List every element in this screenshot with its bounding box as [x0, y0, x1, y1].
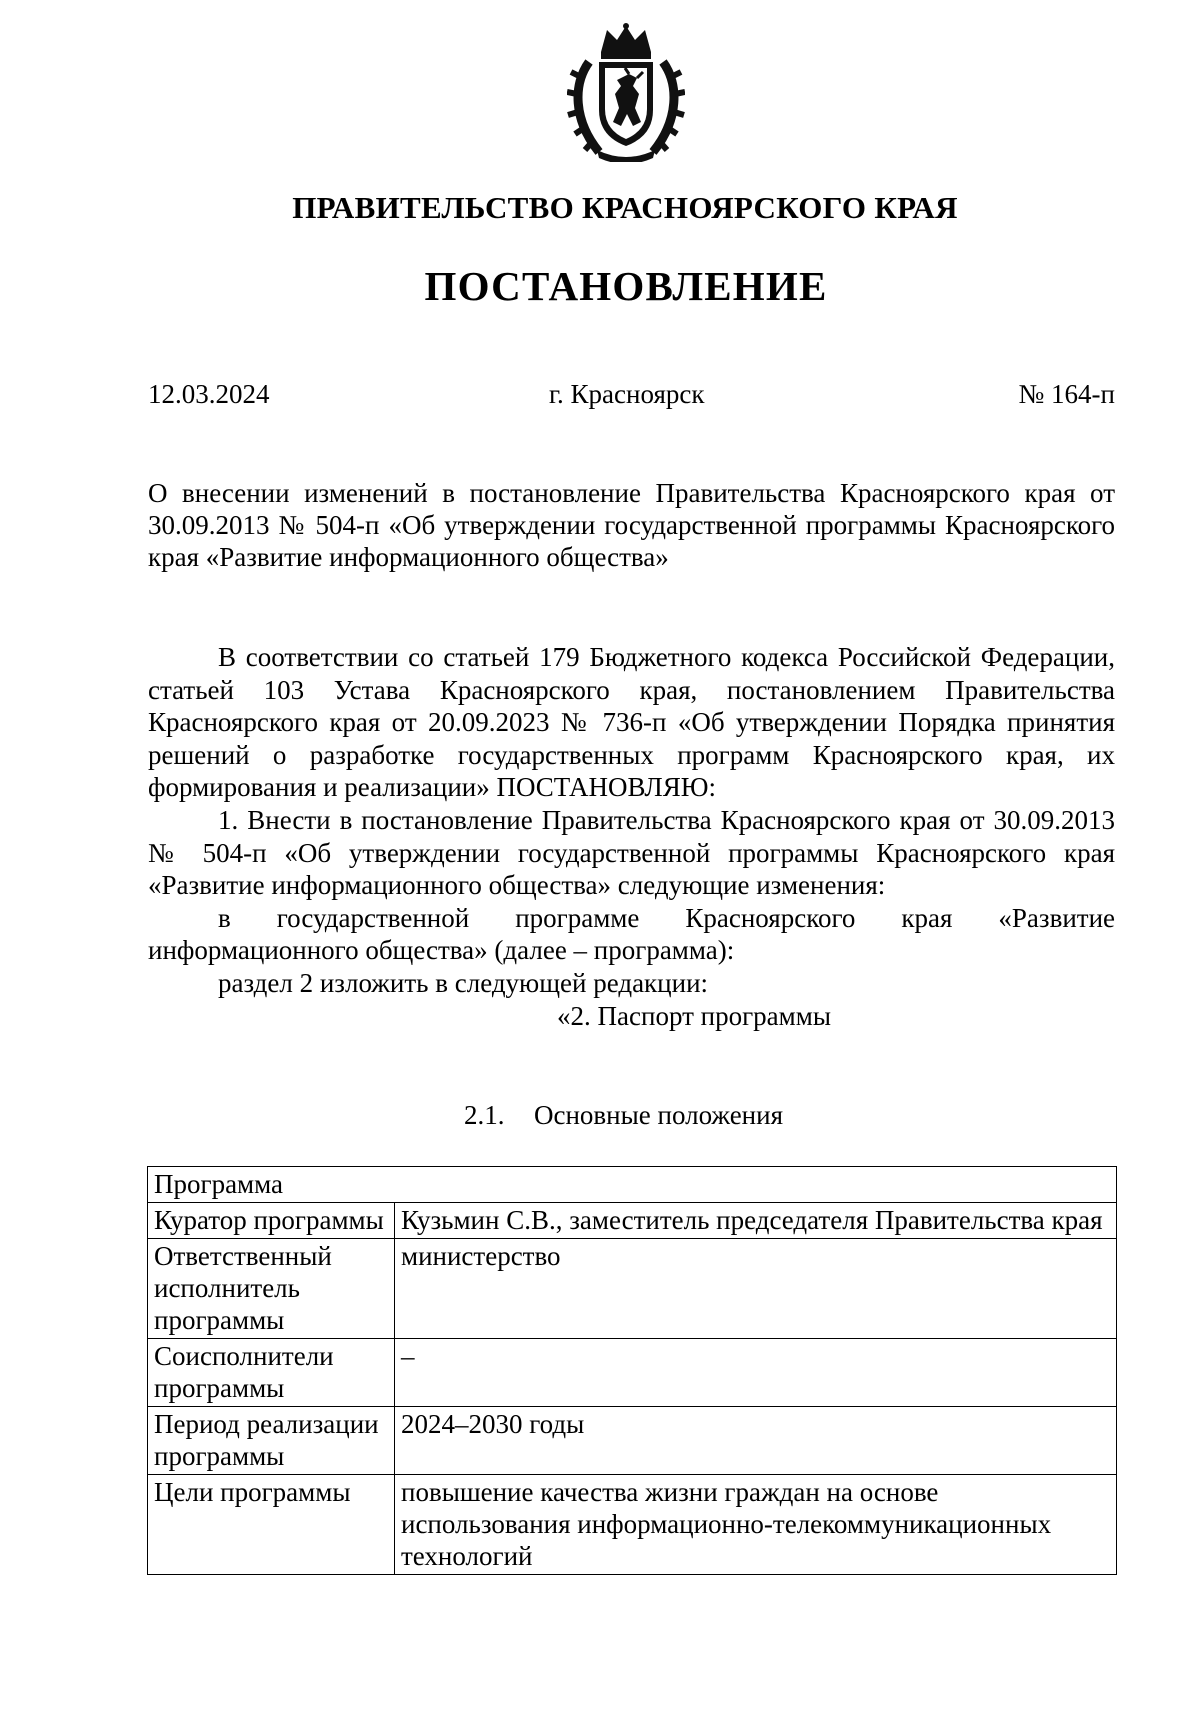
document-city: г. Красноярск — [549, 379, 705, 409]
table-value-cell: министерство — [395, 1239, 1117, 1339]
section-number: 2.1. — [464, 1100, 505, 1130]
table-label-cell: Куратор программы — [148, 1203, 395, 1239]
table-row — [148, 1339, 1117, 1407]
table-header-row — [148, 1167, 1117, 1203]
section-title — [464, 1100, 783, 1131]
document-date: 12.03.2024 — [148, 379, 270, 409]
table-label-cell: Цели программы — [148, 1475, 395, 1575]
table-value-cell: – — [395, 1339, 1117, 1407]
table-value-cell: Кузьмин С.В., заместитель председателя Правительства края — [395, 1203, 1117, 1239]
section-title-text: Основные положения — [534, 1100, 783, 1130]
document-body — [148, 641, 1115, 1032]
body-paragraph: 1. Внести в постановление Правительства Красноярского края от 30.09.2013 № 504-п «Об утверждении государственной программы Красноярского края «Развитие информационного общества» следующие изменения: — [148, 804, 1115, 901]
document-type-title: ПОСТАНОВЛЕНИЕ — [424, 263, 828, 309]
document-number: № 164-п — [1018, 379, 1115, 409]
table-label-cell: Соисполнители программы — [148, 1339, 395, 1407]
table-row — [148, 1239, 1117, 1339]
table-label-cell: Ответственный исполнитель программы — [148, 1239, 395, 1339]
document-subject: О внесении изменений в постановление Правительства Красноярского края от 30.09.2013 № 504-п «Об утверждении государственной программы Красноярского края «Развитие информационного общества» — [148, 478, 1115, 572]
table-row — [148, 1407, 1117, 1475]
body-paragraph: в государственной программе Красноярского края «Развитие информационного общества» (далее – программа): — [148, 902, 1115, 966]
government-title: ПРАВИТЕЛЬСТВО КРАСНОЯРСКОГО КРАЯ — [292, 190, 958, 225]
table-value-cell: 2024–2030 годы — [395, 1407, 1117, 1475]
table-header-cell: Программа — [148, 1167, 1117, 1203]
table-label-cell: Период реализации программы — [148, 1407, 395, 1475]
table-row — [148, 1203, 1117, 1239]
passport-heading: «2. Паспорт программы — [557, 1000, 831, 1031]
coat-of-arms-icon — [567, 22, 685, 162]
program-passport-table — [147, 1166, 1117, 1575]
table-value-cell: повышение качества жизни граждан на основе использования информационно-телекоммуникационных технологий — [395, 1475, 1117, 1575]
body-paragraph: В соответствии со статьей 179 Бюджетного кодекса Российской Федерации, статьей 103 Устава Красноярского края, постановлением Правительства Красноярского края от 20.09.2023 № 736-п «Об утверждении Порядка принятия решений о разработке государственных программ Красноярского края, их формирования и реализации» ПОСТАНОВЛЯЮ: — [148, 642, 1115, 803]
table-row — [148, 1475, 1117, 1575]
body-paragraph: раздел 2 изложить в следующей редакции: — [218, 967, 709, 998]
